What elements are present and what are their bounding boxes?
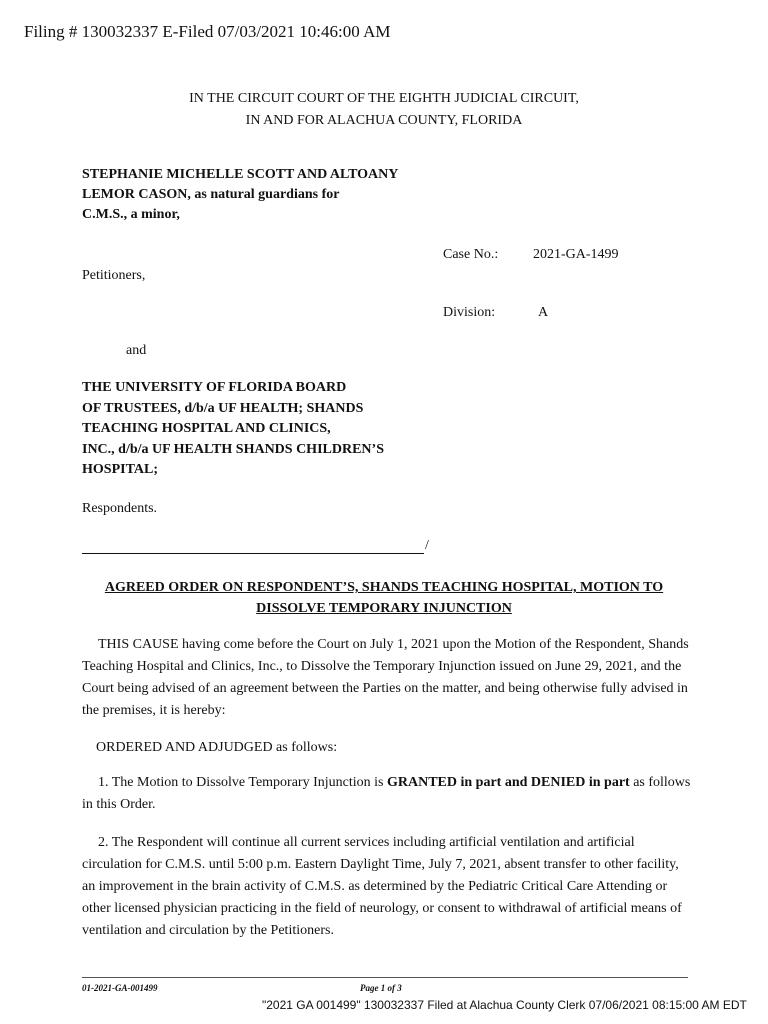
and-label: and	[126, 343, 147, 358]
item-1-text-end: as follows in this Order.	[82, 775, 691, 812]
footer-case-ref: 01-2021-GA-001499	[82, 983, 158, 993]
order-title-line-1: AGREED ORDER ON RESPONDENT’S, SHANDS TEACHING HOSPITAL, MOTION TO	[104, 580, 664, 595]
ordered-heading: ORDERED AND ADJUDGED as follows:	[96, 740, 338, 755]
footer-page-number: Page 1 of 3	[360, 983, 402, 993]
caption-rule	[82, 552, 424, 554]
respondents-line: OF TRUSTEES, d/b/a UF HEALTH; SHANDS	[82, 400, 364, 416]
case-no-value: 2021-GA-1499	[533, 247, 619, 262]
respondents-label: Respondents.	[82, 501, 158, 516]
order-item-1	[82, 772, 692, 816]
respondents-line: HOSPITAL;	[82, 462, 158, 477]
court-heading	[0, 88, 768, 132]
item-1-ruling: GRANTED in part and DENIED in part	[386, 775, 630, 790]
court-line-1: IN THE CIRCUIT COURT OF THE EIGHTH JUDICIAL CIRCUIT,	[189, 91, 579, 106]
petitioners-line: C.M.S., a minor,	[82, 207, 180, 222]
division-value: A	[538, 305, 549, 320]
order-item-2: 2. The Respondent will continue all current services including artificial ventilation and artificial circulation for C.M.S. until 5:00 p.m. Eastern Daylight Time, July 7, 2021, absent transfer to other facility, an improvement in the brain activity of C.M.S. as determined by the Pediatric Critical Care Attending or other licensed physician practicing in the field of neurology, or consent to withdrawal of artificial means of ventilation and circulation by the Petitioners.	[82, 835, 682, 938]
petitioners-line: STEPHANIE MICHELLE SCOTT AND ALTOANY	[82, 167, 399, 182]
case-no-label: Case No.:	[443, 247, 499, 262]
order-title-line-2: DISSOLVE TEMPORARY INJUNCTION	[256, 601, 512, 616]
respondents-line: THE UNIVERSITY OF FLORIDA BOARD	[82, 380, 347, 395]
court-line-2: IN AND FOR ALACHUA COUNTY, FLORIDA	[245, 113, 523, 128]
petitioners-line: LEMOR CASON, as natural guardians for	[82, 187, 340, 202]
intro-paragraph: THIS CAUSE having come before the Court on July 1, 2021 upon the Motion of the Respondent, Shands Teaching Hospital and Clinics, Inc., to Dissolve the Temporary Injunction issued on June 29, 2021, and the Court being advised of an agreement between the Parties on the matter, and being otherwise fully advised in the premises, it is hereby:	[82, 637, 689, 718]
petitioners-names	[82, 165, 398, 225]
item-1-text: 1. The Motion to Dissolve Temporary Injunction is	[98, 775, 387, 790]
respondents-line: TEACHING HOSPITAL AND CLINICS,	[82, 421, 331, 436]
order-title	[0, 577, 768, 619]
respondents-names	[82, 378, 384, 481]
filing-header: Filing # 130032337 E-Filed 07/03/2021 10:46:00 AM	[24, 22, 391, 41]
caption-slash: /	[425, 538, 429, 553]
division-label: Division:	[443, 305, 496, 320]
respondents-line: INC., d/b/a UF HEALTH SHANDS CHILDREN’S	[82, 441, 384, 457]
petitioners-label: Petitioners,	[82, 268, 146, 283]
clerk-filing-stamp: "2021 GA 001499" 130032337 Filed at Alachua County Clerk 07/06/2021 08:15:00 AM EDT	[262, 998, 747, 1012]
footer-rule	[82, 977, 688, 978]
